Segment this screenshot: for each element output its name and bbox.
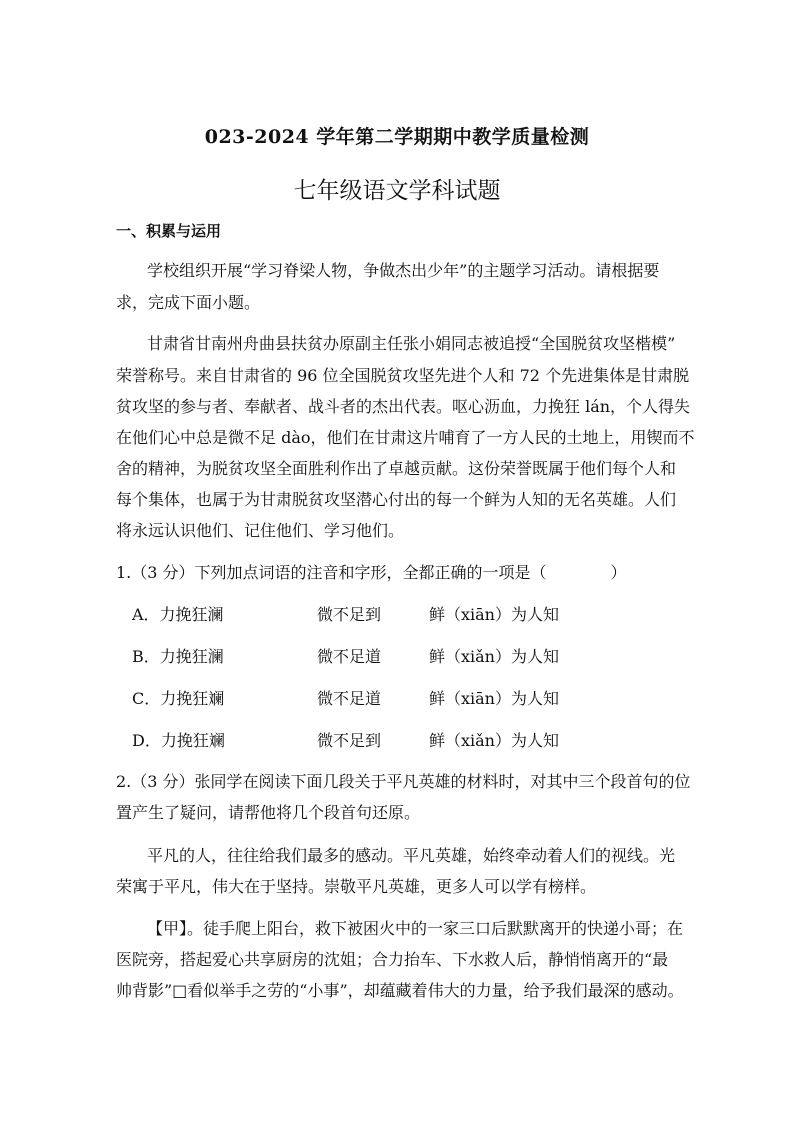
para2-line-1: 【甲】。徒手爬上阳台，救下被困火中的一家三口后默默离开的快递小哥；在: [147, 919, 684, 938]
option-d-word2: 微不足到: [317, 731, 382, 750]
option-a-word3: 鲜（xiān）为人知: [429, 605, 559, 624]
passage-line-2: 荣誉称号。来自甘肃省的 96 位全国脱贫攻坚先进个人和 72 个先进集体是甘肃脱: [116, 366, 690, 385]
exam-title: 023-2024 学年第二学期期中教学质量检测: [204, 126, 590, 148]
passage-line-4: 在他们心中总是微不足 dào，他们在甘肃这片哺育了一方人民的土地上，用锲而不: [116, 428, 695, 447]
para1-line-2: 荣寓于平凡，伟大在于坚持。崇敬平凡英雄，更多人可以学有榜样。: [116, 877, 597, 896]
passage-line-6: 每个集体，也属于为甘肃脱贫攻坚潜心付出的每一个鲜为人知的无名英雄。人们: [116, 490, 677, 509]
option-d-word3: 鲜（xiǎn）为人知: [429, 731, 559, 750]
passage-line-3: 贫攻坚的参与者、奉献者、战斗者的杰出代表。呕心沥血，力挽狂 lán，个人得失: [116, 397, 691, 416]
question-1-stem: 1.（3 分）下列加点词语的注音和字形，全都正确的一项是（ ）: [116, 563, 627, 582]
option-b-word3: 鲜（xiǎn）为人知: [429, 647, 559, 666]
question-2-stem-line-1: 2.（3 分）张同学在阅读下面几段关于平凡英雄的材料时，对其中三个段首句的位: [116, 772, 691, 791]
intro-line-1: 学校组织开展“学习脊梁人物，争做杰出少年”的主题学习活动。请根据要: [147, 261, 660, 280]
section-heading: 一、积累与运用: [116, 222, 222, 240]
passage-line-7: 将永远认识他们、记住他们、学习他们。: [116, 521, 405, 540]
option-a-word1: A．力挽狂澜: [132, 605, 224, 624]
option-d-word1: D．力挽狂斓: [132, 731, 225, 750]
passage-line-5: 舍的精神，为脱贫攻坚全面胜利作出了卓越贡献。这份荣誉既属于他们每个人和: [116, 459, 677, 478]
option-a-word2: 微不足到: [317, 605, 382, 624]
passage-line-1: 甘肃省甘南州舟曲县扶贫办原副主任张小娟同志被追授“全国脱贫攻坚楷模”: [147, 334, 676, 353]
option-c-word2: 微不足道: [317, 689, 382, 708]
intro-line-2: 求，完成下面小题。: [116, 293, 261, 312]
question-2-stem-line-2: 置产生了疑问，请帮他将几个段首句还原。: [116, 803, 421, 822]
para2-line-2: 医院旁，搭起爱心共享厨房的沈姐；合力抬车、下水救人后，静悄悄离开的“最: [116, 950, 669, 969]
option-c-word3: 鲜（xiān）为人知: [429, 689, 559, 708]
exam-subtitle: 七年级语文学科试题: [293, 178, 501, 204]
para1-line-1: 平凡的人，往往给我们最多的感动。平凡英雄，始终牵动着人们的视线。光: [147, 846, 676, 865]
option-b-word1: B．力挽狂澜: [132, 647, 224, 666]
para2-line-3: 帅背影”□看似举手之劳的“小事”，却蕴藏着伟大的力量，给予我们最深的感动。: [116, 981, 684, 1000]
option-b-word2: 微不足道: [317, 647, 382, 666]
option-c-word1: C．力挽狂斓: [132, 689, 225, 708]
